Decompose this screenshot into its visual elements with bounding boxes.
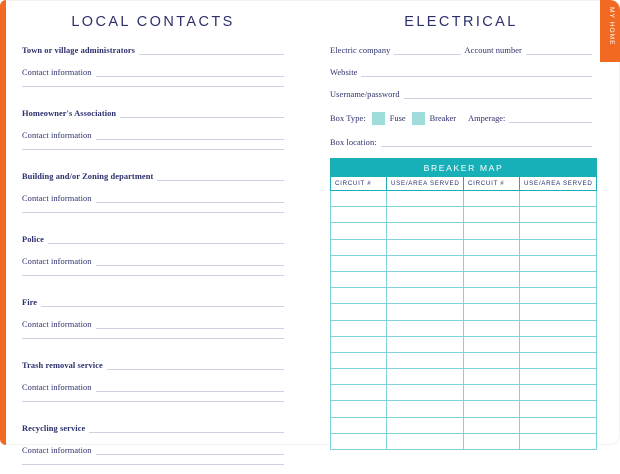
- contact-title-row: [22, 235, 284, 244]
- breaker-cell[interactable]: [464, 433, 520, 449]
- breaker-cell[interactable]: [520, 191, 597, 207]
- table-row: [331, 304, 597, 320]
- contact-info-row-extra: [22, 148, 284, 150]
- breaker-cell[interactable]: [331, 223, 387, 239]
- contact-title-row: [22, 361, 284, 370]
- table-row: [331, 336, 597, 352]
- breaker-cell[interactable]: [520, 401, 597, 417]
- contact-title-row: [22, 298, 284, 307]
- table-row: [331, 369, 597, 385]
- breaker-cell[interactable]: [331, 207, 387, 223]
- write-in-line[interactable]: [381, 138, 592, 147]
- electrical-heading: ELECTRICAL: [404, 14, 518, 30]
- contact-info-label: Contact information: [22, 194, 92, 203]
- contact-title-row: [22, 46, 284, 55]
- breaker-map-caption-row: [331, 159, 597, 177]
- breaker-cell[interactable]: [464, 401, 520, 417]
- write-in-line[interactable]: [96, 320, 284, 329]
- contact-info-row-extra: [22, 463, 284, 465]
- section-tab-label: MY HOME: [608, 7, 615, 46]
- breaker-cell[interactable]: [331, 433, 387, 449]
- breaker-cell[interactable]: [331, 369, 387, 385]
- contact-info-label: Contact information: [22, 320, 92, 329]
- breaker-cell[interactable]: [520, 336, 597, 352]
- contact-label: Recycling service: [22, 424, 86, 433]
- breaker-cell[interactable]: [331, 288, 387, 304]
- entry-gap: [22, 159, 284, 172]
- breaker-cell[interactable]: [464, 304, 520, 320]
- breaker-cell[interactable]: [331, 255, 387, 271]
- breaker-cell[interactable]: [331, 401, 387, 417]
- breaker-cell[interactable]: [520, 239, 597, 255]
- write-in-line[interactable]: [96, 257, 284, 266]
- breaker-map-table: [330, 158, 597, 450]
- write-in-line[interactable]: [48, 235, 284, 244]
- breaker-cell[interactable]: [331, 320, 387, 336]
- box-type-label: Box Type:: [330, 114, 366, 123]
- username-password-row: [330, 90, 592, 99]
- breaker-cell[interactable]: [520, 207, 597, 223]
- table-row: [331, 255, 597, 271]
- table-row: [331, 385, 597, 401]
- breaker-cell[interactable]: [387, 320, 464, 336]
- column-header-circuit-1: CIRCUIT #: [331, 177, 387, 191]
- contact-entry: [22, 172, 284, 213]
- contact-label: Town or village administrators: [22, 46, 136, 55]
- breaker-cell[interactable]: [464, 288, 520, 304]
- breaker-cell[interactable]: [331, 239, 387, 255]
- table-row: [331, 271, 597, 287]
- breaker-cell[interactable]: [464, 191, 520, 207]
- breaker-cell[interactable]: [387, 336, 464, 352]
- box-type-row: [330, 112, 592, 125]
- breaker-cell[interactable]: [520, 320, 597, 336]
- write-in-line[interactable]: [22, 337, 284, 339]
- table-row: [331, 288, 597, 304]
- breaker-checkbox[interactable]: [412, 112, 425, 125]
- page-left-edge: [0, 0, 6, 445]
- contact-label: Building and/or Zoning department: [22, 172, 154, 181]
- contact-label: Police: [22, 235, 44, 244]
- breaker-cell[interactable]: [387, 369, 464, 385]
- breaker-cell[interactable]: [331, 336, 387, 352]
- breaker-cell[interactable]: [387, 288, 464, 304]
- write-in-line[interactable]: [96, 446, 284, 455]
- amperage-label: Amperage:: [468, 114, 506, 123]
- table-row: [331, 352, 597, 368]
- breaker-cell[interactable]: [464, 336, 520, 352]
- breaker-cell[interactable]: [464, 255, 520, 271]
- breaker-cell[interactable]: [464, 271, 520, 287]
- write-in-line[interactable]: [404, 90, 592, 99]
- table-row: [331, 433, 597, 449]
- breaker-label: Breaker: [429, 114, 457, 123]
- contact-label: Homeowner's Association: [22, 109, 117, 118]
- write-in-line[interactable]: [509, 114, 592, 123]
- breaker-cell[interactable]: [520, 288, 597, 304]
- contact-info-label: Contact information: [22, 68, 92, 77]
- contact-info-row-extra: [22, 400, 284, 402]
- contact-info-row: [22, 257, 284, 266]
- breaker-cell[interactable]: [387, 304, 464, 320]
- write-in-line[interactable]: [361, 68, 592, 77]
- write-in-line[interactable]: [394, 46, 460, 55]
- username-password-label: Username/password: [330, 90, 400, 99]
- breaker-cell[interactable]: [387, 223, 464, 239]
- breaker-cell[interactable]: [331, 385, 387, 401]
- contact-entry: [22, 298, 284, 339]
- entry-gap: [22, 411, 284, 424]
- write-in-line[interactable]: [96, 68, 284, 77]
- write-in-line[interactable]: [22, 463, 284, 465]
- breaker-map-header-row: [331, 177, 597, 191]
- write-in-line[interactable]: [120, 109, 284, 118]
- entry-gap: [22, 348, 284, 361]
- breaker-cell[interactable]: [387, 207, 464, 223]
- write-in-line[interactable]: [41, 298, 284, 307]
- breaker-cell[interactable]: [387, 401, 464, 417]
- breaker-cell[interactable]: [387, 255, 464, 271]
- electric-company-row: [330, 46, 592, 55]
- contact-info-row-extra: [22, 211, 284, 213]
- breaker-cell[interactable]: [387, 239, 464, 255]
- breaker-cell[interactable]: [464, 239, 520, 255]
- contact-info-label: Contact information: [22, 446, 92, 455]
- breaker-cell[interactable]: [387, 271, 464, 287]
- website-label: Website: [330, 68, 358, 77]
- breaker-cell[interactable]: [331, 191, 387, 207]
- write-in-line[interactable]: [22, 148, 284, 150]
- contact-info-row: [22, 383, 284, 392]
- electric-company-label: Electric company: [330, 46, 391, 55]
- contact-info-row: [22, 131, 284, 140]
- breaker-cell[interactable]: [520, 417, 597, 433]
- column-header-circuit-2: CIRCUIT #: [464, 177, 520, 191]
- contact-info-row-extra: [22, 337, 284, 339]
- breaker-cell[interactable]: [331, 352, 387, 368]
- write-in-line[interactable]: [96, 383, 284, 392]
- write-in-line[interactable]: [89, 424, 284, 433]
- write-in-line[interactable]: [157, 172, 284, 181]
- write-in-line[interactable]: [22, 400, 284, 402]
- table-row: [331, 239, 597, 255]
- write-in-line[interactable]: [22, 211, 284, 213]
- contact-entry: [22, 46, 284, 87]
- write-in-line[interactable]: [139, 46, 284, 55]
- column-header-use-area-1: USE/AREA SERVED: [387, 177, 464, 191]
- local-contacts-heading: LOCAL CONTACTS: [71, 14, 235, 30]
- write-in-line[interactable]: [22, 85, 284, 87]
- breaker-cell[interactable]: [331, 417, 387, 433]
- breaker-cell[interactable]: [464, 223, 520, 239]
- contact-entry: [22, 235, 284, 276]
- contact-entry: [22, 361, 284, 402]
- box-location-label: Box location:: [330, 138, 377, 147]
- table-row: [331, 417, 597, 433]
- entry-gap: [22, 96, 284, 109]
- write-in-line[interactable]: [107, 361, 284, 370]
- table-row: [331, 223, 597, 239]
- breaker-cell[interactable]: [387, 385, 464, 401]
- local-contacts-column: [22, 14, 284, 474]
- contact-title-row: [22, 424, 284, 433]
- column-header-use-area-2: USE/AREA SERVED: [520, 177, 597, 191]
- table-row: [331, 401, 597, 417]
- contact-info-row: [22, 68, 284, 77]
- breaker-cell[interactable]: [464, 385, 520, 401]
- entry-gap: [22, 222, 284, 235]
- contact-info-row-extra: [22, 274, 284, 276]
- contact-title-row: [22, 109, 284, 118]
- table-row: [331, 191, 597, 207]
- breaker-map-caption: BREAKER MAP: [331, 159, 597, 177]
- breaker-cell[interactable]: [520, 255, 597, 271]
- contact-info-label: Contact information: [22, 257, 92, 266]
- breaker-cell[interactable]: [387, 191, 464, 207]
- breaker-cell[interactable]: [387, 433, 464, 449]
- contact-info-row-extra: [22, 85, 284, 87]
- contact-title-row: [22, 172, 284, 181]
- fuse-label: Fuse: [389, 114, 406, 123]
- table-row: [331, 320, 597, 336]
- contact-entry: [22, 424, 284, 465]
- contact-info-row: [22, 320, 284, 329]
- fuse-checkbox[interactable]: [372, 112, 385, 125]
- breaker-cell[interactable]: [520, 223, 597, 239]
- section-tab-my-home[interactable]: [600, 0, 620, 62]
- breaker-cell[interactable]: [464, 369, 520, 385]
- contact-info-label: Contact information: [22, 131, 92, 140]
- contact-info-row: [22, 446, 284, 455]
- box-location-row: [330, 138, 592, 147]
- breaker-cell[interactable]: [520, 352, 597, 368]
- breaker-cell[interactable]: [387, 417, 464, 433]
- contact-info-row: [22, 194, 284, 203]
- breaker-cell[interactable]: [464, 207, 520, 223]
- breaker-cell[interactable]: [520, 385, 597, 401]
- breaker-cell[interactable]: [520, 433, 597, 449]
- electrical-column: [330, 14, 592, 182]
- breaker-cell[interactable]: [520, 369, 597, 385]
- write-in-line[interactable]: [22, 274, 284, 276]
- write-in-line[interactable]: [96, 194, 284, 203]
- contact-label: Trash removal service: [22, 361, 103, 370]
- contact-info-label: Contact information: [22, 383, 92, 392]
- breaker-cell[interactable]: [520, 271, 597, 287]
- contact-label: Fire: [22, 298, 38, 307]
- account-number-label: Account number: [464, 46, 522, 55]
- breaker-cell[interactable]: [464, 320, 520, 336]
- entry-gap: [22, 285, 284, 298]
- breaker-cell[interactable]: [331, 304, 387, 320]
- breaker-cell[interactable]: [520, 304, 597, 320]
- write-in-line[interactable]: [526, 46, 592, 55]
- contact-entry: [22, 109, 284, 150]
- breaker-cell[interactable]: [464, 352, 520, 368]
- table-row: [331, 207, 597, 223]
- write-in-line[interactable]: [96, 131, 284, 140]
- breaker-cell[interactable]: [387, 352, 464, 368]
- breaker-cell[interactable]: [331, 271, 387, 287]
- website-row: [330, 68, 592, 77]
- breaker-cell[interactable]: [464, 417, 520, 433]
